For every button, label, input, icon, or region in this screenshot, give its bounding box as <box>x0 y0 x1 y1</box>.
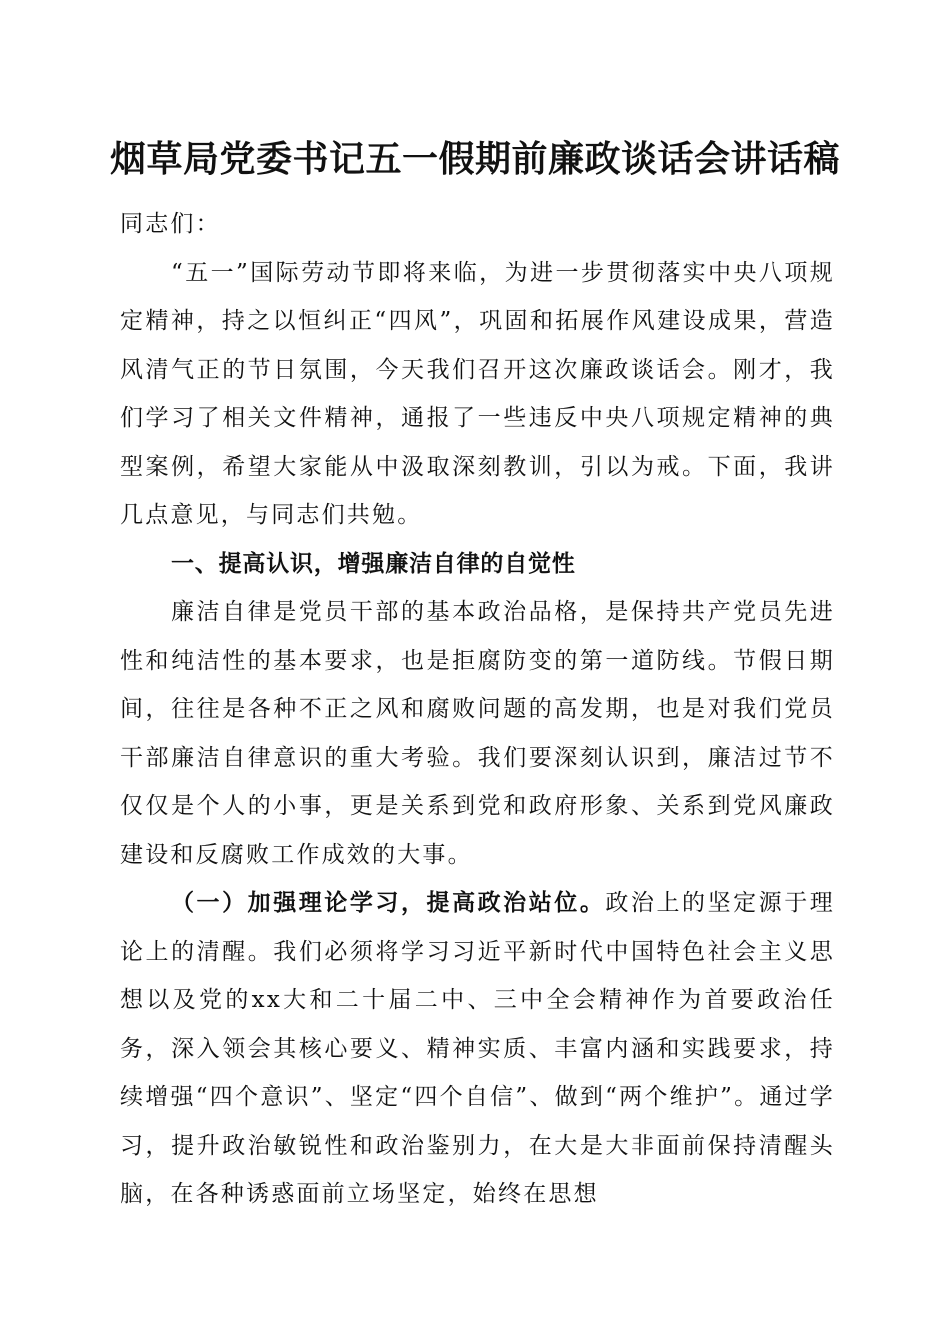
document-body <box>120 200 835 1219</box>
intro-paragraph: “五一”国际劳动节即将来临，为进一步贯彻落实中央八项规定精神，持之以恒纠正“四风”，巩固和拓展作风建设成果，营造风清气正的节日氛围，今天我们召开这次廉政谈话会。刚才，我们学习了相关文件精神，通报了一些违反中央八项规定精神的典型案例，希望大家能从中汲取深刻教训，引以为戒。下面，我讲几点意见，与同志们共勉。 <box>120 259 835 528</box>
document-title: 烟草局党委书记五一假期前廉政谈话会讲话稿 <box>109 138 840 180</box>
subsection-1-1-text: 政治上的坚定源于理论上的清醒。我们必须将学习习近平新时代中国特色社会主义思想以及党的xx大和二十届二中、三中全会精神作为首要政治任务，深入领会其核心要义、精神实质、丰富内涵和实践要求，持续增强“四个意识”、坚定“四个自信”、做到“两个维护”。通过学习，提升政治敏锐性和政治鉴别力，在大是大非面前保持清醒头脑，在各种诱惑面前立场坚定，始终在思想 <box>120 890 835 1207</box>
section-heading-1: 一、提高认识，增强廉洁自律的自觉性 <box>171 550 576 577</box>
subsection-1-1-paragraph <box>120 879 835 1219</box>
salutation: 同志们： <box>120 211 221 237</box>
subsection-heading-1-1: （一）加强理论学习，提高政治站位。 <box>171 889 606 916</box>
section-1-paragraph: 廉洁自律是党员干部的基本政治品格，是保持共产党员先进性和纯洁性的基本要求，也是拒腐防变的第一道防线。节假日期间，往往是各种不正之风和腐败问题的高发期，也是对我们党员干部廉洁自律意识的重大考验。我们要深刻认识到，廉洁过节不仅仅是个人的小事，更是关系到党和政府形象、关系到党风廉政建设和反腐败工作成效的大事。 <box>120 599 835 868</box>
